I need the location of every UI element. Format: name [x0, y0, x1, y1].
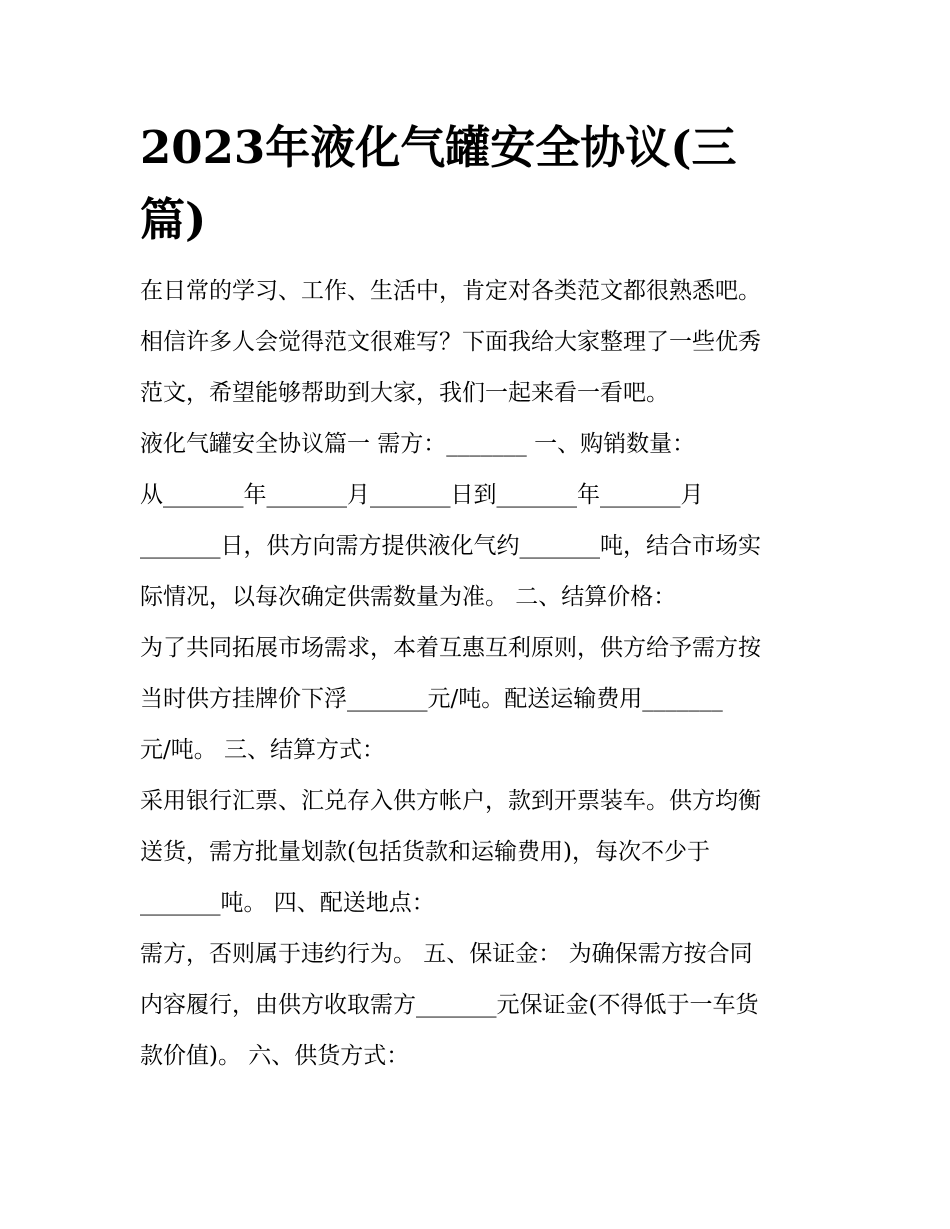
body-line: 际情况，以每次确定供需数量为准。 二、结算价格： [140, 584, 677, 610]
document-title [140, 112, 820, 256]
body-line: _______吨。 四、配送地点： [140, 890, 435, 916]
body-line: 范文，希望能够帮助到大家，我们一起来看一看吧。 [140, 380, 669, 406]
body-line: 元/吨。 三、结算方式： [140, 737, 386, 763]
body-line: 采用银行汇票、汇兑存入供方帐户，款到开票装车。供方均衡 [140, 788, 761, 814]
body-line: 需方，否则属于违约行为。 五、保证金： 为确保需方按合同 [140, 941, 753, 967]
body-line: 当时供方挂牌价下浮_______元/吨。配送运输费用_______ [140, 686, 723, 712]
title-line-1: 2023年液化气罐安全协议(三 [140, 121, 737, 174]
body-line: 在日常的学习、工作、生活中，肯定对各类范文都很熟悉吧。 [140, 278, 761, 304]
body-line: 内容履行，由供方收取需方_______元保证金(不得低于一车货 [140, 992, 759, 1018]
body-line: 为了共同拓展市场需求，本着互惠互利原则，供方给予需方按 [140, 635, 761, 661]
body-line: 送货，需方批量划款(包括货款和运输费用)，每次不少于 [140, 839, 710, 865]
body-line: 从_______年_______月_______日到_______年_______月 [140, 482, 704, 508]
document-body [140, 266, 820, 1082]
document-page [140, 112, 820, 1082]
body-line: _______日，供方向需方提供液化气约_______吨，结合市场实 [140, 533, 761, 559]
title-line-2: 篇) [140, 193, 207, 246]
body-line: 款价值)。 六、供货方式： [140, 1043, 410, 1069]
body-line: 液化气罐安全协议篇一 需方：_______ 一、购销数量： [140, 431, 696, 457]
body-line: 相信许多人会觉得范文很难写？下面我给大家整理了一些优秀 [140, 329, 761, 355]
